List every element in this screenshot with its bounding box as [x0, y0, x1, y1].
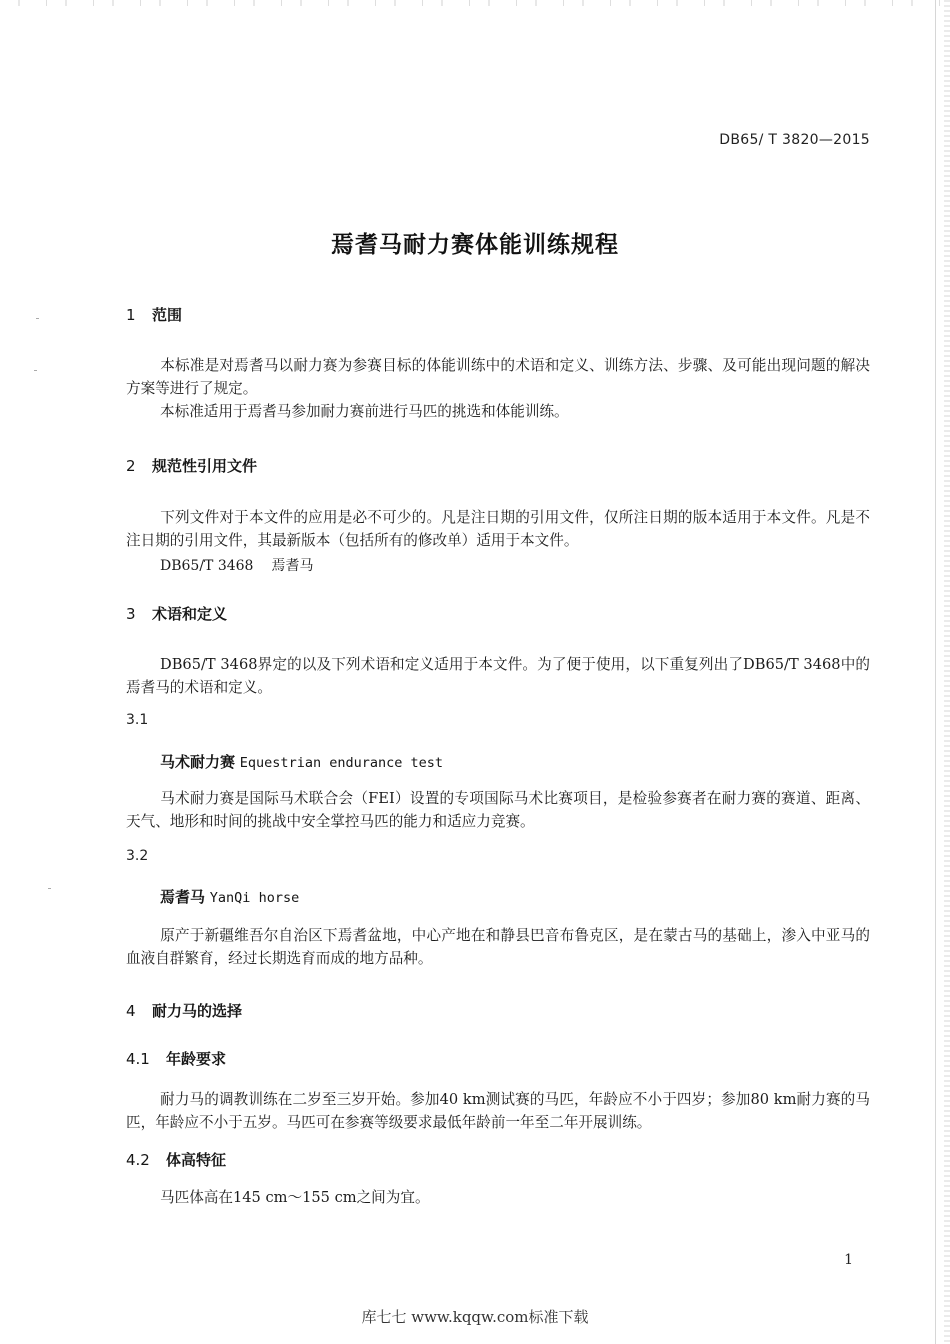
section-heading-normative-references: [126, 455, 257, 476]
section-title: 范围: [152, 306, 183, 324]
section-heading-selection: [126, 1000, 242, 1021]
term-heading: [160, 751, 443, 772]
subsection-number: 4.2: [126, 1151, 150, 1169]
subsection-heading-age: [126, 1048, 226, 1069]
paragraph-term-definition: 原产于新疆维吾尔自治区下焉耆盆地，中心产地在和静县巴音布鲁克区，是在蒙古马的基础上，渗入中亚马的血液自群繁育，经过长期选育而成的地方品种。: [126, 927, 870, 967]
term-number: 3.1: [126, 712, 149, 728]
scan-artifact-right-line: [935, 0, 936, 1344]
section-heading-scope: [126, 304, 182, 325]
standard-code: DB65/ T 3820—2015: [719, 132, 870, 148]
footer-watermark: 库七七 www.kqqw.com标准下载: [361, 1308, 589, 1326]
section-title: 耐力马的选择: [152, 1002, 243, 1020]
term-chinese: 马术耐力赛: [160, 753, 236, 771]
section-number: 3: [126, 605, 136, 623]
section-title: 术语和定义: [152, 605, 228, 623]
scan-artifact-right: [944, 0, 950, 1344]
term-number: 3.2: [126, 848, 149, 864]
paragraph-scope-2: 本标准适用于焉耆马参加耐力赛前进行马匹的挑选和体能训练。: [160, 403, 569, 420]
document-title: 焉耆马耐力赛体能训练规程: [331, 232, 619, 258]
reference-title: 焉耆马: [271, 558, 314, 574]
term-heading: [160, 886, 299, 907]
paragraph-age-requirement: 耐力马的调教训练在二岁至三岁开始。参加40 km测试赛的马匹，年龄应不小于四岁；参加80 km耐力赛的马匹，年龄应不小于五岁。马匹可在参赛等级要求最低年龄前一年至二年开展训练。: [126, 1091, 870, 1131]
scan-speck: [36, 318, 39, 319]
scan-speck: [34, 370, 37, 371]
subsection-title: 体高特征: [166, 1151, 227, 1169]
reference-code: DB65/T 3468: [160, 558, 254, 574]
reference-entry: [160, 555, 313, 575]
section-number: 4: [126, 1002, 136, 1020]
paragraph-scope-1: 本标准是对焉耆马以耐力赛为参赛目标的体能训练中的术语和定义、训练方法、步骤、及可能出现问题的解决方案等进行了规定。: [126, 357, 870, 397]
section-heading-terms: [126, 603, 227, 624]
paragraph-term-definition: 马术耐力赛是国际马术联合会（FEI）设置的专项国际马术比赛项目，是检验参赛者在耐力赛的赛道、距离、天气、地形和时间的挑战中安全掌控马匹的能力和适应力竞赛。: [126, 790, 870, 830]
subsection-heading-height: [126, 1149, 226, 1170]
subsection-title: 年龄要求: [166, 1050, 227, 1068]
term-chinese: 焉耆马: [160, 888, 206, 906]
scan-speck: [48, 888, 51, 889]
page-number: 1: [844, 1252, 853, 1268]
section-title: 规范性引用文件: [152, 457, 258, 475]
paragraph-height: 马匹体高在145 cm～155 cm之间为宜。: [160, 1189, 430, 1206]
section-number: 2: [126, 457, 136, 475]
scan-artifact-top: [0, 0, 950, 6]
term-english: Equestrian endurance test: [239, 755, 443, 771]
term-english: YanQi horse: [209, 890, 300, 906]
subsection-number: 4.1: [126, 1050, 150, 1068]
paragraph-normative-references: 下列文件对于本文件的应用是必不可少的。凡是注日期的引用文件，仅所注日期的版本适用于本文件。凡是不注日期的引用文件，其最新版本（包括所有的修改单）适用于本文件。: [126, 509, 870, 549]
paragraph-terms-intro: DB65/T 3468界定的以及下列术语和定义适用于本文件。为了便于使用，以下重复列出了DB65/T 3468中的焉耆马的术语和定义。: [126, 656, 870, 696]
section-number: 1: [126, 306, 136, 324]
